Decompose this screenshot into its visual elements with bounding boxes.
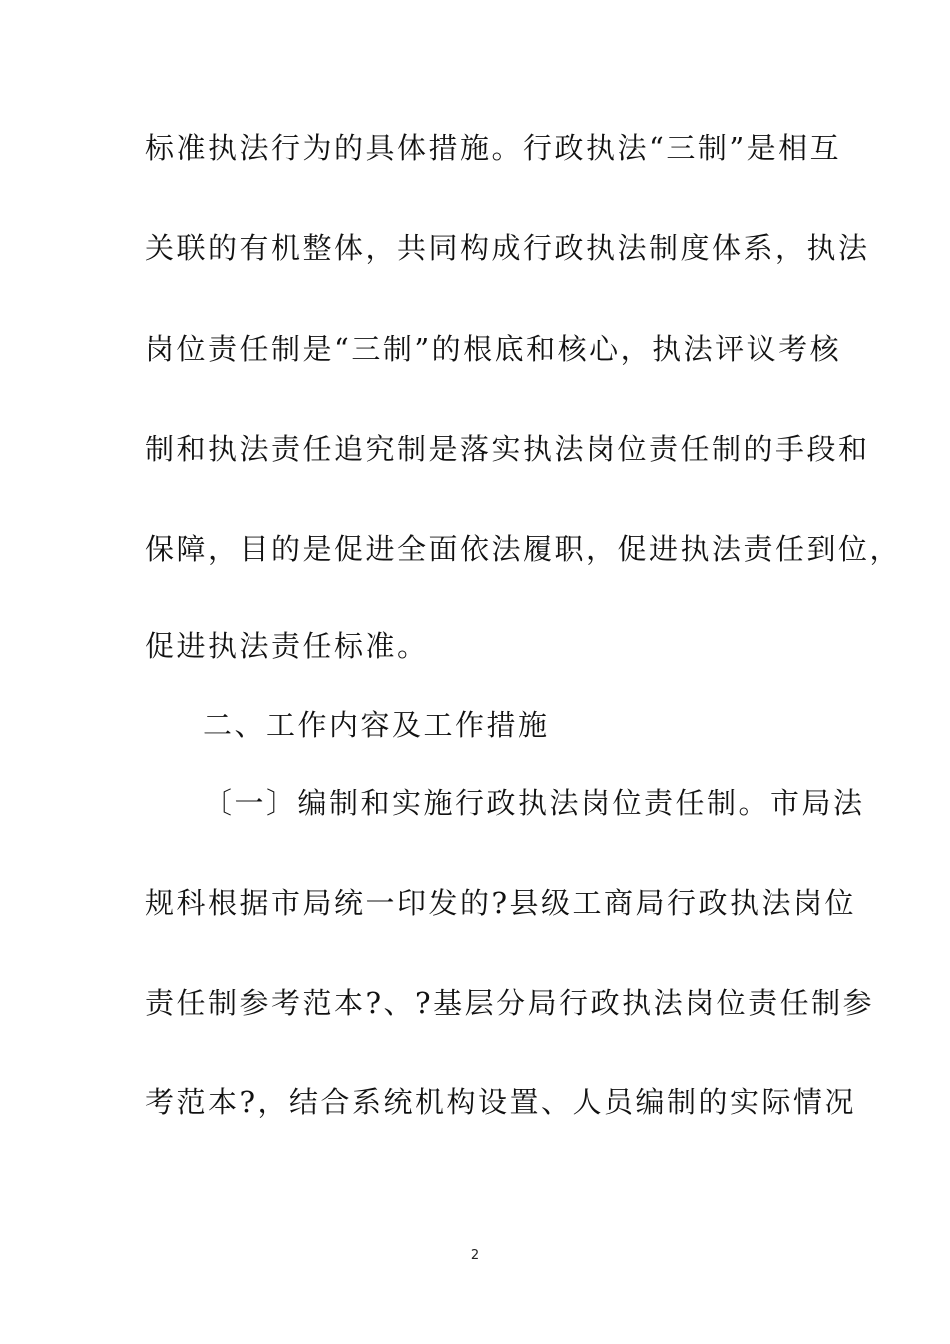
text-line: 促进执法责任标准。 [145, 629, 429, 663]
text-line: 岗位责任制是“三制”的根底和核心，执法评议考核 [145, 332, 842, 366]
section-heading: 二、工作内容及工作措施 [203, 708, 550, 742]
text-line: 考范本?，结合系统机构设置、人员编制的实际情况 [145, 1085, 857, 1119]
text-line: 关联的有机整体，共同构成行政执法制度体系，执法 [145, 231, 870, 265]
text-line: 标准执法行为的具体措施。行政执法“三制”是相互 [145, 131, 842, 165]
text-line: 责任制参考范本?、?基层分局行政执法岗位责任制参 [145, 986, 875, 1020]
text-line: 规科根据市局统一印发的?县级工商局行政执法岗位 [145, 886, 857, 920]
text-line: 制和执法责任追究制是落实执法岗位责任制的手段和 [145, 432, 870, 466]
text-line: 保障，目的是促进全面依法履职，促进执法责任到位， [145, 532, 902, 566]
paragraph-start: 〔一〕编制和实施行政执法岗位责任制。市局法 [203, 786, 865, 820]
page-number: 2 [470, 1248, 480, 1263]
